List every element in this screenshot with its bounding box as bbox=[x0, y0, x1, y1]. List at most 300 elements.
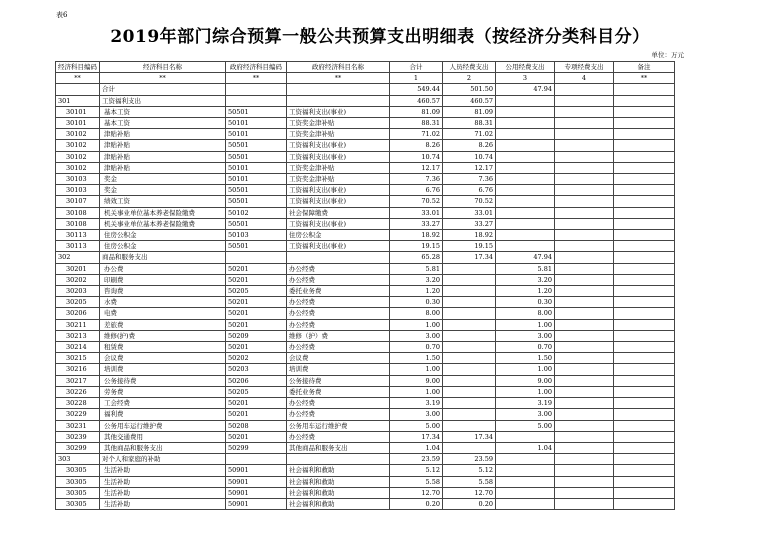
index-cell: ** bbox=[287, 73, 390, 84]
gov-name-cell: 办公经费 bbox=[287, 319, 390, 330]
account-name-cell: 福利费 bbox=[100, 409, 226, 420]
note-cell bbox=[614, 263, 675, 274]
special-cell bbox=[555, 442, 614, 453]
table-row bbox=[56, 375, 675, 386]
account-name-cell: 维修(护)费 bbox=[100, 330, 226, 341]
public-cell: 5.81 bbox=[496, 263, 555, 274]
note-cell bbox=[614, 398, 675, 409]
gov-name-cell: 工资福利支出(事业) bbox=[287, 151, 390, 162]
table-row bbox=[56, 319, 675, 330]
account-name-cell: 机关事业单位基本养老保险缴费 bbox=[100, 207, 226, 218]
note-cell bbox=[614, 498, 675, 509]
public-cell bbox=[496, 487, 555, 498]
special-cell bbox=[555, 196, 614, 207]
personnel-cell: 501.50 bbox=[443, 84, 496, 95]
table-row bbox=[56, 286, 675, 297]
public-cell: 1.50 bbox=[496, 353, 555, 364]
personnel-cell: 88.31 bbox=[443, 118, 496, 129]
account-code-cell: 30103 bbox=[56, 174, 100, 185]
account-code-cell: 302 bbox=[56, 252, 100, 263]
header-cell: 经济科目名称 bbox=[100, 62, 226, 73]
table-row bbox=[56, 129, 675, 140]
total-cell: 1.04 bbox=[390, 442, 443, 453]
note-cell bbox=[614, 274, 675, 285]
index-cell: 2 bbox=[443, 73, 496, 84]
personnel-cell: 33.01 bbox=[443, 207, 496, 218]
personnel-cell: 17.34 bbox=[443, 431, 496, 442]
account-code-cell: 30226 bbox=[56, 386, 100, 397]
special-cell bbox=[555, 263, 614, 274]
gov-name-cell: 办公经费 bbox=[287, 263, 390, 274]
personnel-cell: 71.02 bbox=[443, 129, 496, 140]
account-name-cell: 印刷费 bbox=[100, 274, 226, 285]
special-cell bbox=[555, 252, 614, 263]
account-code-cell: 30231 bbox=[56, 420, 100, 431]
gov-name-cell: 工资奖金津补贴 bbox=[287, 129, 390, 140]
table-row bbox=[56, 487, 675, 498]
total-cell: 6.76 bbox=[390, 185, 443, 196]
account-code-cell: 30217 bbox=[56, 375, 100, 386]
table-row bbox=[56, 409, 675, 420]
account-code-cell: 303 bbox=[56, 454, 100, 465]
table-row bbox=[56, 274, 675, 285]
account-code-cell: 30229 bbox=[56, 409, 100, 420]
personnel-cell: 460.57 bbox=[443, 95, 496, 106]
account-name-cell: 培训费 bbox=[100, 364, 226, 375]
index-cell: ** bbox=[614, 73, 675, 84]
personnel-cell: 70.52 bbox=[443, 196, 496, 207]
special-cell bbox=[555, 431, 614, 442]
note-cell bbox=[614, 241, 675, 252]
gov-code-cell bbox=[226, 84, 287, 95]
account-code-cell: 30102 bbox=[56, 129, 100, 140]
gov-code-cell: 50201 bbox=[226, 409, 287, 420]
note-cell bbox=[614, 375, 675, 386]
special-cell bbox=[555, 398, 614, 409]
gov-code-cell: 50901 bbox=[226, 476, 287, 487]
personnel-cell: 5.12 bbox=[443, 465, 496, 476]
account-code-cell: 30113 bbox=[56, 230, 100, 241]
table-row bbox=[56, 398, 675, 409]
total-cell: 5.58 bbox=[390, 476, 443, 487]
special-cell bbox=[555, 230, 614, 241]
gov-code-cell: 50501 bbox=[226, 185, 287, 196]
total-cell: 549.44 bbox=[390, 84, 443, 95]
gov-name-cell: 工资奖金津补贴 bbox=[287, 174, 390, 185]
gov-name-cell: 培训费 bbox=[287, 364, 390, 375]
account-name-cell: 其他交通费用 bbox=[100, 431, 226, 442]
public-cell bbox=[496, 185, 555, 196]
personnel-cell bbox=[443, 274, 496, 285]
account-code-cell: 30107 bbox=[56, 196, 100, 207]
table-row bbox=[56, 364, 675, 375]
special-cell bbox=[555, 95, 614, 106]
gov-code-cell: 50102 bbox=[226, 207, 287, 218]
special-cell bbox=[555, 162, 614, 173]
special-cell bbox=[555, 286, 614, 297]
gov-code-cell: 50501 bbox=[226, 151, 287, 162]
special-cell bbox=[555, 174, 614, 185]
gov-code-cell: 50101 bbox=[226, 118, 287, 129]
public-cell bbox=[496, 151, 555, 162]
gov-name-cell: 委托业务费 bbox=[287, 386, 390, 397]
index-cell: ** bbox=[100, 73, 226, 84]
account-code-cell: 30108 bbox=[56, 218, 100, 229]
public-cell: 9.00 bbox=[496, 375, 555, 386]
gov-code-cell: 50205 bbox=[226, 386, 287, 397]
public-cell: 0.70 bbox=[496, 342, 555, 353]
public-cell bbox=[496, 454, 555, 465]
public-cell: 8.00 bbox=[496, 308, 555, 319]
special-cell bbox=[555, 207, 614, 218]
personnel-cell: 19.15 bbox=[443, 241, 496, 252]
account-code-cell: 30299 bbox=[56, 442, 100, 453]
public-cell: 47.94 bbox=[496, 84, 555, 95]
table-row bbox=[56, 498, 675, 509]
public-cell: 1.04 bbox=[496, 442, 555, 453]
account-code-cell: 30102 bbox=[56, 151, 100, 162]
personnel-cell bbox=[443, 330, 496, 341]
public-cell: 3.19 bbox=[496, 398, 555, 409]
special-cell bbox=[555, 218, 614, 229]
gov-code-cell: 50101 bbox=[226, 129, 287, 140]
account-name-cell: 津贴补贴 bbox=[100, 129, 226, 140]
gov-code-cell: 50201 bbox=[226, 319, 287, 330]
gov-name-cell: 办公经费 bbox=[287, 409, 390, 420]
public-cell bbox=[496, 196, 555, 207]
total-cell: 7.36 bbox=[390, 174, 443, 185]
special-cell bbox=[555, 386, 614, 397]
total-cell: 71.02 bbox=[390, 129, 443, 140]
special-cell bbox=[555, 185, 614, 196]
personnel-cell bbox=[443, 263, 496, 274]
public-cell: 1.20 bbox=[496, 286, 555, 297]
gov-name-cell bbox=[287, 454, 390, 465]
gov-name-cell: 工资福利支出(事业) bbox=[287, 241, 390, 252]
note-cell bbox=[614, 431, 675, 442]
public-cell bbox=[496, 218, 555, 229]
gov-code-cell: 50501 bbox=[226, 241, 287, 252]
gov-code-cell: 50205 bbox=[226, 286, 287, 297]
account-name-cell: 津贴补贴 bbox=[100, 162, 226, 173]
header-cell: 合计 bbox=[390, 62, 443, 73]
header-row bbox=[56, 62, 675, 73]
personnel-cell bbox=[443, 364, 496, 375]
gov-name-cell: 工资奖金津补贴 bbox=[287, 162, 390, 173]
account-code-cell: 30108 bbox=[56, 207, 100, 218]
account-name-cell: 津贴补贴 bbox=[100, 140, 226, 151]
gov-name-cell: 办公经费 bbox=[287, 431, 390, 442]
table-row bbox=[56, 342, 675, 353]
note-cell bbox=[614, 151, 675, 162]
total-cell: 10.74 bbox=[390, 151, 443, 162]
table-row bbox=[56, 263, 675, 274]
personnel-cell bbox=[443, 442, 496, 453]
personnel-cell bbox=[443, 386, 496, 397]
personnel-cell bbox=[443, 342, 496, 353]
special-cell bbox=[555, 375, 614, 386]
gov-code-cell: 50299 bbox=[226, 442, 287, 453]
special-cell bbox=[555, 476, 614, 487]
table-row bbox=[56, 442, 675, 453]
note-cell bbox=[614, 364, 675, 375]
table-row bbox=[56, 140, 675, 151]
gov-code-cell bbox=[226, 454, 287, 465]
account-code-cell: 30216 bbox=[56, 364, 100, 375]
note-cell bbox=[614, 118, 675, 129]
account-name-cell: 商品和服务支出 bbox=[100, 252, 226, 263]
personnel-cell bbox=[443, 375, 496, 386]
gov-code-cell: 50201 bbox=[226, 297, 287, 308]
account-name-cell: 工资福利支出 bbox=[100, 95, 226, 106]
gov-code-cell: 50101 bbox=[226, 162, 287, 173]
account-code-cell: 30228 bbox=[56, 398, 100, 409]
note-cell bbox=[614, 420, 675, 431]
account-code-cell: 30305 bbox=[56, 498, 100, 509]
note-cell bbox=[614, 454, 675, 465]
special-cell bbox=[555, 364, 614, 375]
account-code-cell bbox=[56, 84, 100, 95]
gov-name-cell: 委托业务费 bbox=[287, 286, 390, 297]
personnel-cell: 12.70 bbox=[443, 487, 496, 498]
account-name-cell: 对个人和家庭的补助 bbox=[100, 454, 226, 465]
personnel-cell bbox=[443, 319, 496, 330]
table-row bbox=[56, 241, 675, 252]
table-row bbox=[56, 308, 675, 319]
account-name-cell: 奖金 bbox=[100, 174, 226, 185]
note-cell bbox=[614, 162, 675, 173]
public-cell bbox=[496, 431, 555, 442]
total-cell: 3.00 bbox=[390, 409, 443, 420]
gov-code-cell: 50209 bbox=[226, 330, 287, 341]
note-cell bbox=[614, 319, 675, 330]
gov-code-cell: 50201 bbox=[226, 274, 287, 285]
gov-name-cell: 办公经费 bbox=[287, 398, 390, 409]
note-cell bbox=[614, 409, 675, 420]
note-cell bbox=[614, 218, 675, 229]
account-code-cell: 30205 bbox=[56, 297, 100, 308]
account-code-cell: 30239 bbox=[56, 431, 100, 442]
gov-name-cell bbox=[287, 252, 390, 263]
gov-name-cell: 办公经费 bbox=[287, 297, 390, 308]
header-cell: 专项经费支出 bbox=[555, 62, 614, 73]
public-cell: 0.30 bbox=[496, 297, 555, 308]
personnel-cell bbox=[443, 297, 496, 308]
account-name-cell: 绩效工资 bbox=[100, 196, 226, 207]
account-name-cell: 咨询费 bbox=[100, 286, 226, 297]
table-row bbox=[56, 218, 675, 229]
gov-code-cell: 50103 bbox=[226, 230, 287, 241]
public-cell: 5.00 bbox=[496, 420, 555, 431]
account-name-cell: 公务用车运行维护费 bbox=[100, 420, 226, 431]
index-cell: 3 bbox=[496, 73, 555, 84]
account-name-cell: 基本工资 bbox=[100, 106, 226, 117]
table-row bbox=[56, 386, 675, 397]
table-row bbox=[56, 196, 675, 207]
special-cell bbox=[555, 465, 614, 476]
total-cell: 0.20 bbox=[390, 498, 443, 509]
total-cell: 65.28 bbox=[390, 252, 443, 263]
personnel-cell bbox=[443, 286, 496, 297]
personnel-cell: 6.76 bbox=[443, 185, 496, 196]
table-row bbox=[56, 420, 675, 431]
personnel-cell: 18.92 bbox=[443, 230, 496, 241]
page-title: 2019年部门综合预算一般公共预算支出明细表（按经济分类科目分） bbox=[110, 27, 650, 47]
personnel-cell: 10.74 bbox=[443, 151, 496, 162]
gov-code-cell: 50501 bbox=[226, 106, 287, 117]
total-cell: 8.00 bbox=[390, 308, 443, 319]
expenditure-table bbox=[55, 61, 675, 510]
total-cell: 3.00 bbox=[390, 330, 443, 341]
gov-code-cell: 50901 bbox=[226, 487, 287, 498]
public-cell bbox=[496, 129, 555, 140]
total-cell: 5.00 bbox=[390, 420, 443, 431]
total-cell: 3.19 bbox=[390, 398, 443, 409]
table-row bbox=[56, 118, 675, 129]
account-code-cell: 30102 bbox=[56, 140, 100, 151]
gov-code-cell: 50501 bbox=[226, 140, 287, 151]
index-cell: ** bbox=[226, 73, 287, 84]
table-row bbox=[56, 454, 675, 465]
account-name-cell: 其他商品和服务支出 bbox=[100, 442, 226, 453]
table-row bbox=[56, 174, 675, 185]
personnel-cell: 0.20 bbox=[443, 498, 496, 509]
header-cell: 政府经济科目编码 bbox=[226, 62, 287, 73]
special-cell bbox=[555, 308, 614, 319]
index-row bbox=[56, 73, 675, 84]
note-cell bbox=[614, 286, 675, 297]
gov-code-cell: 50202 bbox=[226, 353, 287, 364]
personnel-cell: 8.26 bbox=[443, 140, 496, 151]
note-cell bbox=[614, 297, 675, 308]
personnel-cell bbox=[443, 353, 496, 364]
note-cell bbox=[614, 386, 675, 397]
account-code-cell: 30101 bbox=[56, 118, 100, 129]
account-name-cell: 生活补助 bbox=[100, 487, 226, 498]
public-cell: 3.00 bbox=[496, 330, 555, 341]
public-cell bbox=[496, 162, 555, 173]
account-name-cell: 办公费 bbox=[100, 263, 226, 274]
special-cell bbox=[555, 140, 614, 151]
table-row bbox=[56, 185, 675, 196]
gov-code-cell: 50501 bbox=[226, 196, 287, 207]
account-name-cell: 合计 bbox=[100, 84, 226, 95]
gov-code-cell: 50201 bbox=[226, 308, 287, 319]
personnel-cell: 12.17 bbox=[443, 162, 496, 173]
table-row bbox=[56, 207, 675, 218]
total-cell: 5.12 bbox=[390, 465, 443, 476]
account-code-cell: 30214 bbox=[56, 342, 100, 353]
header-cell: 公用经费支出 bbox=[496, 62, 555, 73]
total-cell: 460.57 bbox=[390, 95, 443, 106]
note-cell bbox=[614, 252, 675, 263]
personnel-cell: 5.58 bbox=[443, 476, 496, 487]
total-cell: 81.09 bbox=[390, 106, 443, 117]
account-code-cell: 30305 bbox=[56, 465, 100, 476]
public-cell: 3.00 bbox=[496, 409, 555, 420]
gov-code-cell: 50206 bbox=[226, 375, 287, 386]
gov-name-cell: 工资福利支出(事业) bbox=[287, 140, 390, 151]
gov-name-cell: 工资福利支出(事业) bbox=[287, 106, 390, 117]
table-row bbox=[56, 465, 675, 476]
gov-code-cell: 50201 bbox=[226, 431, 287, 442]
personnel-cell: 81.09 bbox=[443, 106, 496, 117]
special-cell bbox=[555, 342, 614, 353]
gov-code-cell bbox=[226, 95, 287, 106]
account-code-cell: 30305 bbox=[56, 487, 100, 498]
table-row bbox=[56, 151, 675, 162]
total-cell: 88.31 bbox=[390, 118, 443, 129]
header-cell: 人员经费支出 bbox=[443, 62, 496, 73]
total-cell: 33.27 bbox=[390, 218, 443, 229]
public-cell bbox=[496, 241, 555, 252]
total-cell: 33.01 bbox=[390, 207, 443, 218]
account-name-cell: 劳务费 bbox=[100, 386, 226, 397]
personnel-cell: 33.27 bbox=[443, 218, 496, 229]
gov-code-cell: 50203 bbox=[226, 364, 287, 375]
public-cell bbox=[496, 498, 555, 509]
public-cell bbox=[496, 106, 555, 117]
gov-name-cell: 社会福利和救助 bbox=[287, 465, 390, 476]
gov-code-cell: 50201 bbox=[226, 263, 287, 274]
table-row bbox=[56, 476, 675, 487]
personnel-cell: 23.59 bbox=[443, 454, 496, 465]
public-cell: 1.00 bbox=[496, 386, 555, 397]
gov-name-cell: 社会保障缴费 bbox=[287, 207, 390, 218]
gov-name-cell: 办公经费 bbox=[287, 274, 390, 285]
note-cell bbox=[614, 465, 675, 476]
gov-name-cell: 社会福利和救助 bbox=[287, 498, 390, 509]
total-cell: 9.00 bbox=[390, 375, 443, 386]
account-code-cell: 30215 bbox=[56, 353, 100, 364]
note-cell bbox=[614, 342, 675, 353]
total-cell: 18.92 bbox=[390, 230, 443, 241]
table-row bbox=[56, 84, 675, 95]
total-cell: 23.59 bbox=[390, 454, 443, 465]
note-cell bbox=[614, 230, 675, 241]
total-cell: 5.81 bbox=[390, 263, 443, 274]
gov-code-cell bbox=[226, 252, 287, 263]
total-cell: 70.52 bbox=[390, 196, 443, 207]
table-row bbox=[56, 162, 675, 173]
account-name-cell: 水费 bbox=[100, 297, 226, 308]
special-cell bbox=[555, 297, 614, 308]
personnel-cell bbox=[443, 308, 496, 319]
gov-name-cell: 办公经费 bbox=[287, 342, 390, 353]
public-cell bbox=[496, 174, 555, 185]
note-cell bbox=[614, 487, 675, 498]
account-name-cell: 住房公积金 bbox=[100, 241, 226, 252]
account-code-cell: 30211 bbox=[56, 319, 100, 330]
personnel-cell bbox=[443, 398, 496, 409]
account-name-cell: 基本工资 bbox=[100, 118, 226, 129]
total-cell: 17.34 bbox=[390, 431, 443, 442]
public-cell bbox=[496, 230, 555, 241]
special-cell bbox=[555, 353, 614, 364]
account-code-cell: 30102 bbox=[56, 162, 100, 173]
account-name-cell: 津贴补贴 bbox=[100, 151, 226, 162]
public-cell bbox=[496, 118, 555, 129]
table-row bbox=[56, 431, 675, 442]
personnel-cell: 17.34 bbox=[443, 252, 496, 263]
note-cell bbox=[614, 174, 675, 185]
special-cell bbox=[555, 241, 614, 252]
public-cell bbox=[496, 95, 555, 106]
index-cell: ** bbox=[56, 73, 100, 84]
gov-name-cell: 维修（护）费 bbox=[287, 330, 390, 341]
table-row bbox=[56, 230, 675, 241]
account-name-cell: 租赁费 bbox=[100, 342, 226, 353]
